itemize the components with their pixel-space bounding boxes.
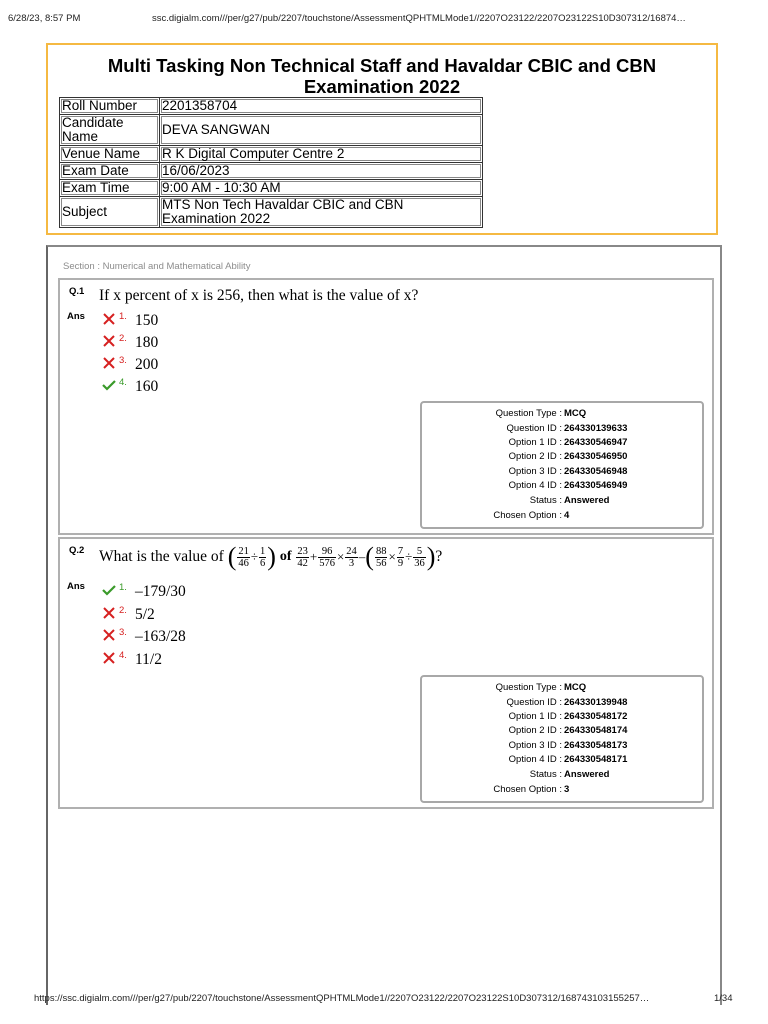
meta-key: Option 2 ID : (508, 725, 562, 736)
fraction: $\frac{5}{36}$ (414, 545, 425, 569)
fraction: $\frac{23}{42}$ (297, 545, 308, 569)
meta-value: 264330546949 (564, 480, 628, 491)
option-text: 11/2 (135, 651, 162, 668)
exam-title (48, 55, 716, 97)
open-paren: ( (227, 542, 237, 571)
meta-row (422, 725, 702, 739)
option-number: 1. (119, 582, 127, 593)
fraction: $\frac{96}{576}$ (319, 545, 335, 569)
detail-label: Venue Name (60, 146, 160, 163)
candidate-details-table (59, 97, 483, 228)
option-text: 200 (135, 356, 159, 373)
detail-row (60, 197, 483, 228)
option-number: 2. (119, 333, 127, 344)
exam-title-line-2: Examination 2022 (303, 76, 461, 97)
detail-label: Exam Time (60, 180, 160, 197)
option-number: 4. (119, 377, 127, 388)
detail-value: R K Digital Computer Centre 2 (160, 146, 483, 163)
meta-value: 264330548174 (564, 725, 628, 736)
meta-row (422, 784, 702, 798)
close-paren: ) (267, 542, 276, 571)
meta-row (422, 510, 702, 524)
cross-icon (102, 335, 116, 347)
meta-row (422, 408, 702, 422)
fraction: $\frac{24}{3}$ (346, 545, 357, 569)
meta-key: Question ID : (506, 423, 562, 434)
close-paren: ) (426, 542, 436, 571)
meta-row (422, 740, 702, 754)
meta-value: MCQ (564, 682, 587, 693)
print-footer (0, 993, 768, 1007)
cross-icon (102, 313, 116, 325)
meta-key: Option 2 ID : (508, 451, 562, 462)
meta-key: Option 3 ID : (508, 740, 562, 751)
print-url: ssc.digialm.com///per/g27/pub/2207/touchstone/AssessmentQPHTMLMode1//2207O23122/2207O23122S10D307312/16874… (152, 13, 686, 24)
check-icon (102, 584, 116, 596)
question-text: If x percent of x is 256, then what is the value of x? (99, 287, 419, 304)
print-header (0, 13, 768, 27)
meta-value: MCQ (564, 408, 587, 419)
meta-value: Answered (564, 495, 610, 506)
meta-key: Option 3 ID : (508, 466, 562, 477)
detail-label: Exam Date (60, 163, 160, 180)
question-expression: ( $\frac{21}{46}$ ÷ $\frac{1}{6}$ ) of $\frac{23}{42}$ + $\frac{96}{576}$ × $\frac{24}{3}$ –( $\frac{88}{56}$ × $\frac{7}{9}$ ÷ $\frac{5}{36}$ )? (227, 542, 443, 571)
meta-key: Status : (529, 495, 562, 506)
detail-row (60, 146, 483, 163)
meta-key: Chosen Option : (493, 510, 562, 521)
section-label: Section : Numerical and Mathematical Ability (63, 261, 251, 272)
option-number: 2. (119, 605, 127, 616)
exam-title-line-1: Multi Tasking Non Technical Staff and Havaldar CBIC and CBN (107, 55, 657, 76)
detail-value: MTS Non Tech Havaldar CBIC and CBN Examination 2022 (160, 197, 483, 228)
answer-label: Ans (67, 581, 85, 592)
page-number: 1/34 (714, 993, 733, 1004)
meta-row (422, 495, 702, 509)
option-number: 3. (119, 355, 127, 366)
open-paren: ( (365, 542, 374, 571)
detail-label: Candidate Name (60, 115, 160, 146)
meta-key: Question ID : (506, 697, 562, 708)
answer-label: Ans (67, 311, 85, 322)
fraction: $\frac{88}{56}$ (375, 545, 387, 569)
option-number: 1. (119, 311, 127, 322)
meta-row (422, 437, 702, 451)
meta-key: Chosen Option : (493, 784, 562, 795)
meta-value: 264330546948 (564, 466, 628, 477)
meta-row (422, 697, 702, 711)
meta-key: Option 1 ID : (508, 437, 562, 448)
question-text-prefix: What is the value of (99, 548, 224, 565)
cross-icon (102, 357, 116, 369)
meta-value: 264330548171 (564, 754, 628, 765)
meta-key: Option 1 ID : (508, 711, 562, 722)
question-meta-box (420, 675, 704, 803)
option-text: 150 (135, 312, 159, 329)
print-footer-url: https://ssc.digialm.com///per/g27/pub/2207/touchstone/AssessmentQPHTMLMode1//2207O23122/2207O23122S10D307312/168743103155257… (34, 993, 650, 1004)
meta-value: 264330139948 (564, 697, 628, 708)
meta-row (422, 451, 702, 465)
detail-row (60, 163, 483, 180)
meta-key: Option 4 ID : (508, 480, 562, 491)
cross-icon (102, 629, 116, 641)
detail-label: Roll Number (60, 98, 160, 115)
detail-label: Subject (60, 197, 160, 228)
cross-icon (102, 607, 116, 619)
meta-value: 3 (564, 784, 570, 795)
fraction: $\frac{7}{9}$ (397, 545, 404, 569)
meta-row (422, 682, 702, 696)
question-meta-box (420, 401, 704, 529)
fraction: $\frac{21}{46}$ (238, 545, 249, 569)
meta-row (422, 423, 702, 437)
meta-row (422, 480, 702, 494)
option-number: 3. (119, 627, 127, 638)
option-text: 160 (135, 378, 159, 395)
question-panel-q1 (58, 278, 714, 535)
meta-key: Question Type : (495, 682, 562, 693)
exam-info-box (46, 43, 718, 235)
detail-row (60, 115, 483, 146)
meta-value: Answered (564, 769, 610, 780)
meta-key: Question Type : (495, 408, 562, 419)
meta-value: 4 (564, 510, 570, 521)
meta-row (422, 769, 702, 783)
meta-row (422, 711, 702, 725)
meta-value: 264330546950 (564, 451, 628, 462)
meta-key: Status : (529, 769, 562, 780)
meta-row (422, 754, 702, 768)
fraction: $\frac{1}{6}$ (260, 545, 266, 569)
meta-value: 264330548173 (564, 740, 628, 751)
detail-value: 2201358704 (160, 98, 483, 115)
meta-key: Option 4 ID : (508, 754, 562, 765)
option-number: 4. (119, 650, 127, 661)
question-panel-q2 (58, 537, 714, 809)
question-number: Q.1 (69, 286, 85, 297)
option-text: –163/28 (135, 628, 186, 645)
print-datetime: 6/28/23, 8:57 PM (8, 13, 81, 24)
option-text: –179/30 (135, 583, 186, 600)
question-text (99, 542, 442, 572)
detail-row (60, 98, 483, 115)
detail-value: 16/06/2023 (160, 163, 483, 180)
meta-value: 264330139633 (564, 423, 628, 434)
question-content-area (46, 245, 722, 1005)
check-icon (102, 379, 116, 391)
option-text: 180 (135, 334, 159, 351)
option-text: 5/2 (135, 606, 155, 623)
cross-icon (102, 652, 116, 664)
meta-value: 264330548172 (564, 711, 628, 722)
detail-value: DEVA SANGWAN (160, 115, 483, 146)
question-number: Q.2 (69, 545, 85, 556)
detail-row (60, 180, 483, 197)
detail-value: 9:00 AM - 10:30 AM (160, 180, 483, 197)
meta-value: 264330546947 (564, 437, 628, 448)
meta-row (422, 466, 702, 480)
